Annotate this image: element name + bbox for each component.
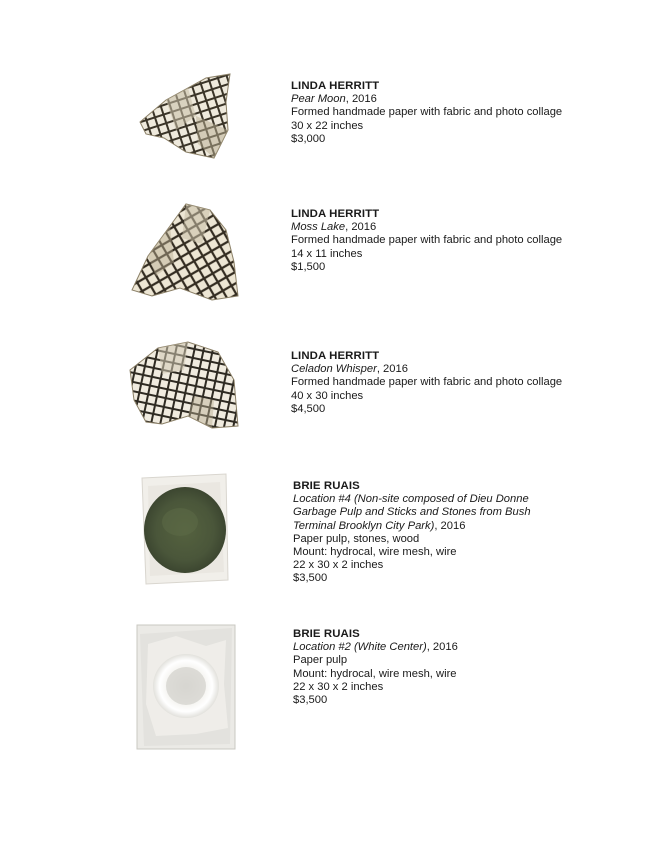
artwork-title: Location #2 (White Center): [293, 641, 427, 654]
artwork-title: Moss Lake: [291, 221, 346, 234]
artwork-year: , 2016: [376, 363, 408, 376]
artwork-medium: Paper pulp, stones, wood: [293, 532, 420, 545]
artwork-mount: Mount: hydrocal, wire mesh, wire: [293, 546, 457, 559]
artist-name: BRIE RUAIS: [293, 628, 360, 640]
artwork-title-year: [293, 520, 633, 533]
artwork-entry-1: [0, 70, 657, 170]
green-pulp-circle-image: [140, 472, 230, 586]
artwork-price: $1,500: [291, 260, 326, 273]
artwork-entry-5: [0, 620, 657, 752]
artist-name: BRIE RUAIS: [293, 480, 360, 492]
folded-paper-sculpture-image: [136, 72, 236, 160]
artwork-dimensions: 22 x 30 x 2 inches: [293, 559, 384, 572]
artist-name: LINDA HERRITT: [291, 80, 380, 92]
artwork-medium: Formed handmade paper with fabric and photo collage: [291, 106, 563, 119]
folded-paper-sculpture-image: [128, 340, 240, 432]
artwork-medium: Formed handmade paper with fabric and photo collage: [291, 234, 563, 247]
artwork-price: $4,500: [291, 402, 326, 415]
artwork-title-line-3: Terminal Brooklyn City Park): [293, 519, 435, 532]
artwork-title-year: [293, 641, 633, 654]
artwork-price: $3,500: [293, 694, 328, 707]
artwork-price: $3,000: [291, 132, 326, 145]
artist-name: LINDA HERRITT: [291, 350, 380, 362]
artwork-title-line-1: Location #4 (Non-site composed of Dieu Donne: [293, 493, 529, 506]
artwork-mount: Mount: hydrocal, wire mesh, wire: [293, 667, 457, 680]
artwork-medium: Paper pulp: [293, 654, 348, 667]
artwork-entry-2: [0, 198, 657, 308]
artwork-dimensions: 40 x 30 inches: [291, 389, 364, 402]
artwork-dimensions: 14 x 11 inches: [291, 247, 363, 260]
artwork-year: , 2016: [345, 93, 377, 106]
artwork-entry-4: [0, 470, 657, 588]
artwork-title-line-2: Garbage Pulp and Sticks and Stones from Bush: [293, 506, 531, 519]
artwork-dimensions: 30 x 22 inches: [291, 119, 364, 132]
artwork-year: , 2016: [434, 519, 466, 532]
artwork-medium: Formed handmade paper with fabric and photo collage: [291, 376, 563, 389]
artwork-price: $3,500: [293, 572, 328, 585]
artwork-title-year: [291, 93, 631, 106]
artwork-title: Celadon Whisper: [291, 363, 377, 376]
artwork-year: , 2016: [345, 221, 377, 234]
folded-paper-sculpture-image: [130, 200, 240, 304]
artist-name: LINDA HERRITT: [291, 208, 380, 220]
artwork-title-year: [291, 221, 631, 234]
artwork-title-year: [291, 363, 631, 376]
white-pulp-circle-image: [136, 624, 236, 750]
artwork-dimensions: 22 x 30 x 2 inches: [293, 680, 384, 693]
artwork-title: Pear Moon: [291, 93, 346, 106]
artwork-entry-3: [0, 338, 657, 438]
artwork-year: , 2016: [426, 641, 458, 654]
